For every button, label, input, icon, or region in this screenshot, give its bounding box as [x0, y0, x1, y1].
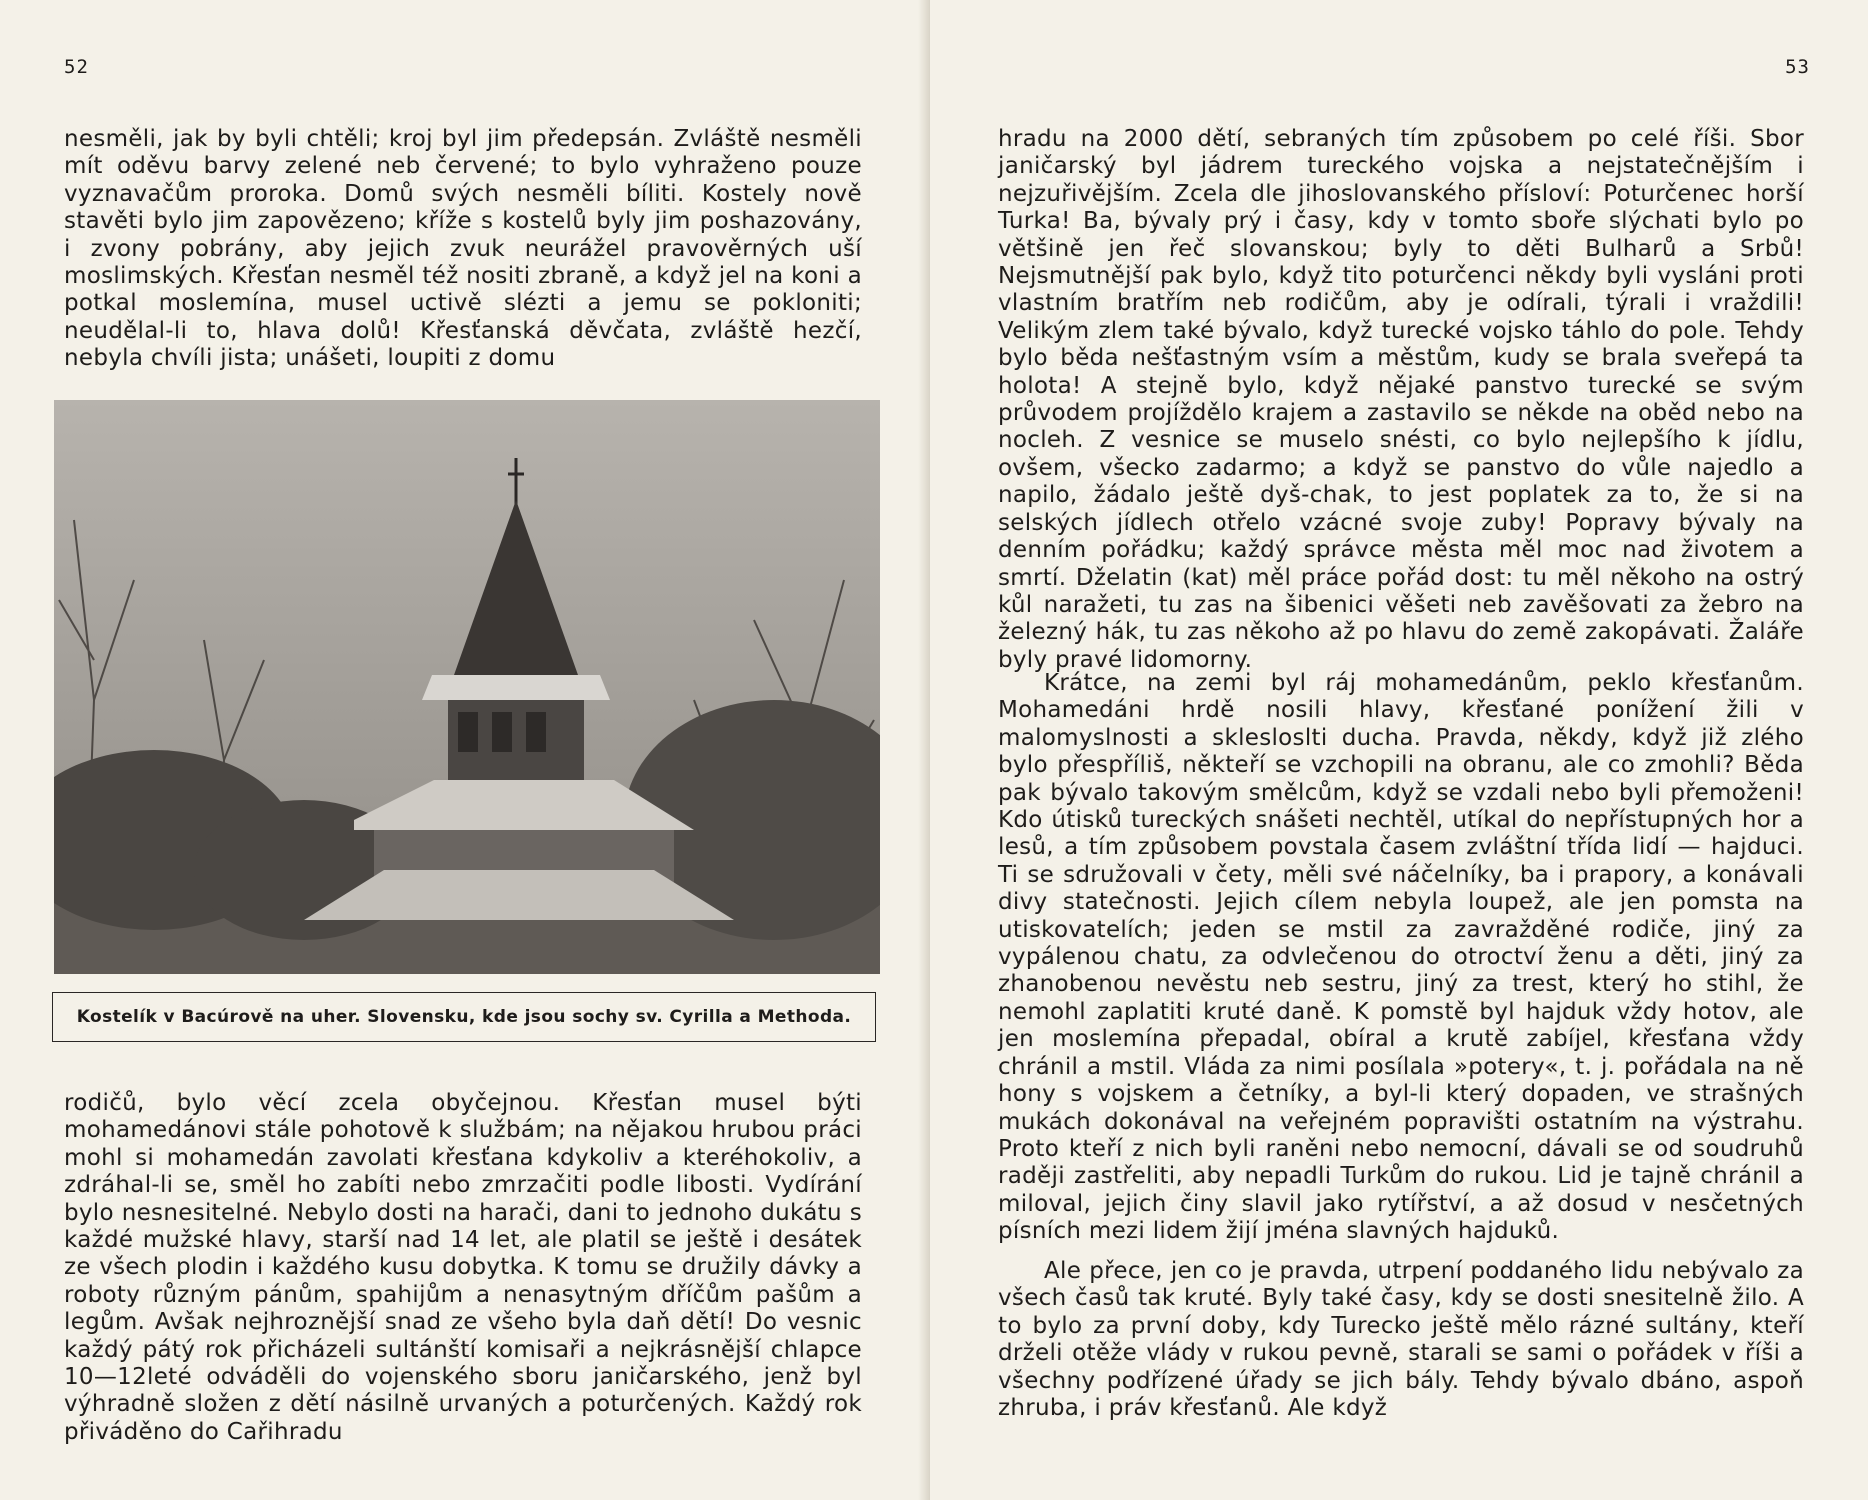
page-number-left: 52: [64, 56, 89, 78]
page-number-right: 53: [1785, 56, 1810, 78]
church-illustration: [54, 400, 880, 974]
photo-caption: Kostelík v Bacúrově na uher. Slovensku, kde jsou sochy sv. Cyrilla a Methoda.: [52, 992, 876, 1042]
left-page: [0, 0, 930, 1500]
right-paragraph-1: hradu na 2000 dětí, sebraných tím způsobem po celé říši. Sbor janičarský byl jádrem tureckého vojska a nejstatečnějším i nejzuřivějším. Zcela dle jihoslovanského přísloví: Poturčenec horší Turka! Ba, bývaly prý i časy, kdy v tomto sboře slýchati bylo po většině jen řeč slovanskou; byly to děti Bulharů a Srbů! Nejsmutnější pak bylo, když tito poturčenci někdy byli vysláni proti vlastním bratřím neb rodičům, aby je odírali, týrali i vraždili! Velikým zlem také bývalo, když turecké vojsko táhlo do pole. Tehdy bylo běda nešťastným vsím a městům, kudy se brala sveřepá ta holota! A stejně bylo, když nějaké panstvo turecké se svým průvodem projíždělo krajem a zastavilo se někde na oběd nebo na nocleh. Z vesnice se muselo snésti, co bylo nejlepšího k jídlu, ovšem, všecko zadarmo; a když se panstvo do vůle najedlo a napilo, žádalo ještě dyš-chak, to jest poplatek za to, že si na selských jídlech otřelo vzácné svoje zuby! Popravy bývaly na denním pořádku; každý správce města měl moc nad životem a smrtí. Dželatin (kat) měl práce pořád dost: tu měl někoho na ostrý kůl naražeti, tu zas na šibenici věšeti neb zavěšovati za žebro na železný hák, tu zas někoho až po hlavu do země zakopávati. Žaláře byly pravé lidomorny.: [998, 126, 1804, 673]
right-page: [930, 0, 1868, 1500]
right-paragraph-3: Ale přece, jen co je pravda, utrpení poddaného lidu nebývalo za všech časů tak kruté. Byly také časy, kdy se dosti snesitelně žilo. A to bylo za první doby, kdy Turecko ještě mělo rázné sultány, kteří drželi otěže vlády v rukou pevně, starali se sami o pořádek v říši a všechny podřízené úřady se jich bály. Tehdy bývalo dbáno, aspoň zhruba, i práv křesťanů. Ale když: [998, 1258, 1804, 1422]
church-photo: [54, 400, 880, 974]
left-paragraph-bottom: rodičů, bylo věcí zcela obyčejnou. Křesťan musel býti mohamedánovi stále pohotově k službám; na nějakou hrubou práci mohl si mohamedán zavolati křesťana kdykoliv a kteréhokoliv, a zdráhal-li se, směl ho zabíti nebo zmrzačiti podle libosti. Vydírání bylo nesnesitelné. Nebylo dosti na harači, dani to jednoho dukátu s každé mužské hlavy, starší nad 14 let, ale platil se ještě i desátek ze všech plodin i každého kusu dobytka. K tomu se družily dávky a roboty různým pánům, spahijům a nenasytným dříčům pašům a legům. Avšak nejhroznější snad ze všeho byla daň dětí! Do vesnic každý pátý rok přicházeli sultánští komisaři a nejkrásnější chlapce 10—12leté odváděli do vojenského sboru janičarského, jenž byl výhradně složen z dětí násilně urvaných a poturčených. Každý rok přiváděno do Cařihradu: [64, 1090, 862, 1445]
right-paragraph-2: Krátce, na zemi byl ráj mohamedánům, peklo křesťanům. Mohamedáni hrdě nosili hlavy, křesťané ponížení žili v malomyslnosti a sklesloslti ducha. Pravda, někdy, když již zlého bylo přespříliš, někteří se vzchopili na obranu, ale co zmohli? Běda pak bývalo takovým smělcům, když se vzdali nebo byli přemoženi! Kdo útisků tureckých snášeti nechtěl, utíkal do nepřístupných hor a lesů, a tím způsobem povstala časem zvláštní třída lidí — hajduci. Ti se sdružovali v čety, měli své náčelníky, ba i prapory, a konávali divy statečnosti. Jejich cílem nebyla loupež, ale jen pomsta na utiskovatelích; jeden se mstil za zavražděné rodiče, jiný za vypálenou chatu, za odvlečenou do otroctví ženu a děti, jiný za zhanobenou nevěstu neb sestru, jiný za trest, který ho stihl, že nemohl zaplatiti kruté daně. K pomstě byl hajduk vždy hotov, ale jen moslemína přepadal, obíral a krutě zabíjel, křesťana vždy chránil a mstil. Vláda za nimi posílala »potery«, t. j. pořádala na ně hony s vojskem a četníky, a byl-li který dopaden, ve strašných mukách dokonával na veřejném popravišti ostatním na výstrahu. Proto kteří z nich byli raněni nebo nemocní, dávali se od soudruhů raději zastřeliti, aby nepadli Turkům do rukou. Lid je tajně chránil a miloval, jejich činy slavil jako rytířství, a až dosud v nesčetných písních mezi lidem žijí jména slavných hajduků.: [998, 670, 1804, 1245]
left-paragraph-top: nesměli, jak by byli chtěli; kroj byl jim předepsán. Zvláště nesměli mít oděvu barvy zelené neb červené; to bylo vyhraženo pouze vyznavačům proroka. Domů svých nesměli bíliti. Kostely nově stavěti bylo jim zapovězeno; kříže s kostelů byly jim poshazovány, i zvony pobrány, aby jejich zvuk neurážel pravověrných uší moslimských. Křesťan nesměl též nositi zbraně, a když jel na koni a potkal moslemína, musel uctivě slézti a jemu se pokloniti; neudělal-li to, hlava dolů! Křesťanská děvčata, zvláště hezčí, nebyla chvíli jista; unášeti, loupiti z domu: [64, 126, 862, 372]
